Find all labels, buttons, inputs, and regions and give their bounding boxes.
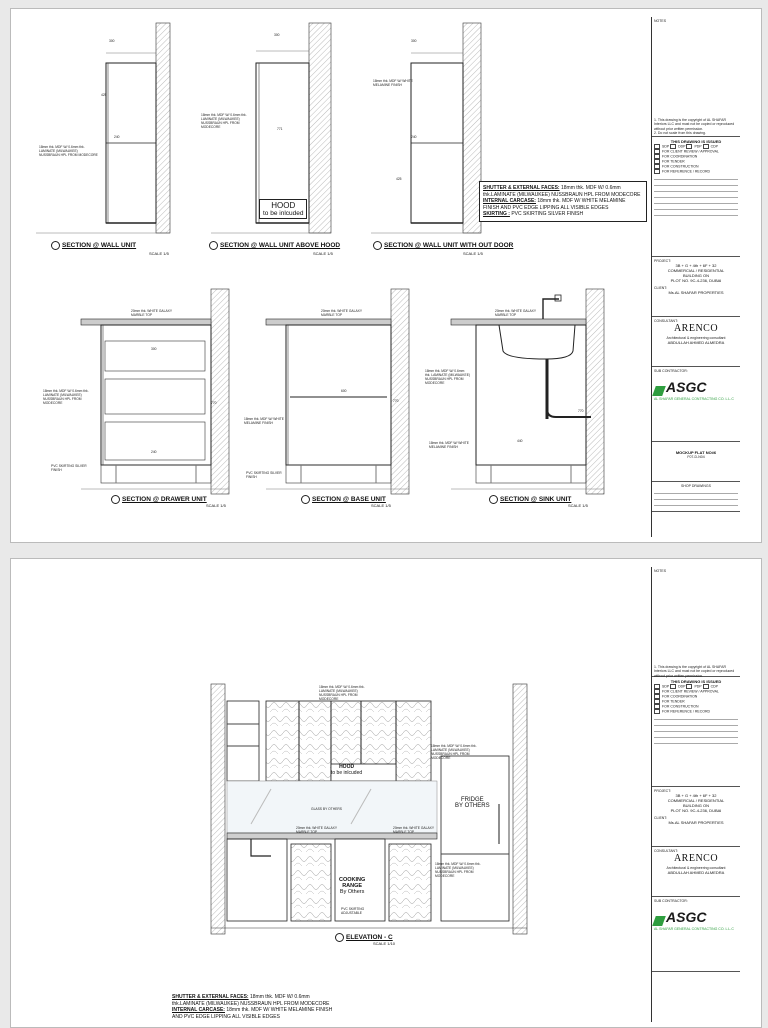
project-line: COMMERCIAL / RESIDENTIAL (667, 798, 725, 804)
stage-label: SHOP DRAWINGS (681, 484, 711, 488)
dim-440: 440 (517, 439, 523, 443)
project-line: COMMERCIAL / RESIDENTIAL (667, 268, 725, 274)
laminate-note: 18mm thk. MDF W/ 0.6mm thk. LAMINATE (MILWAUKEE) NUSSBRAUN HPL FROM MODECORE (425, 369, 471, 386)
purpose-list: FOR CLIENT REVIEW / APPROVAL FOR COORDINATION FOR TENDER FOR CONSTRUCTION FOR REFERENCE / RECORD (654, 689, 738, 714)
carcase-label: INTERNAL CARCASE: (483, 198, 536, 204)
issue-box (652, 677, 740, 787)
skirting-note: PVC SKIRTING SILVER FINISH (246, 471, 282, 480)
client-name: Ms.AL SHAFAR PROPERTIES (668, 820, 724, 826)
consultant-label: CONSULTANT: (654, 849, 678, 853)
hood-label (259, 199, 307, 219)
marble-top-note: 20mm thk. WHITE GALAXY MARBLE TOP (131, 309, 172, 318)
glass-note: GLASS BY OTHERS (311, 807, 342, 811)
dim-240: 240 (151, 450, 157, 454)
stage-box (652, 482, 740, 512)
revision-table (654, 714, 738, 744)
consultant-box (652, 317, 740, 367)
dim-770: 770 (578, 409, 584, 413)
consultant-logo: ARENCO (673, 323, 719, 335)
consultant-box (652, 847, 740, 897)
project-line: BUILDING ON (682, 803, 709, 809)
marble-top-note: 20mm thk. WHITE GALAXY MARBLE TOP (495, 309, 536, 318)
sink-unit-section-drawing (451, 289, 621, 499)
shutter-text: 18mm thk. MDF W/ 0.6mm thk.LAMINATE (MILWAUKEE) NUSSBRAUN HPL FROM MODECORE (483, 185, 641, 198)
laminate-note: 18mm thk. MDF W/ 0.6mm thk. LAMINATE (MILWAUKEE) NUSSBRAUN HPL FROM MODECORE (201, 113, 247, 130)
project-line: PLOT NO. 9C-4-236, DUBAI (670, 808, 722, 814)
contractor-box (652, 897, 740, 972)
section-caption: SECTION @ WALL UNIT (51, 241, 136, 250)
skirting-text: PVC SKIRTING SILVER FINISH (511, 211, 584, 217)
checkbox-icon (654, 169, 660, 174)
drawing-sheet-elevation (10, 558, 762, 1028)
revision-table (654, 174, 738, 216)
section-marker-icon (51, 241, 60, 250)
consultant-sub: Architectural & engineering consultant (666, 865, 726, 870)
asgc-flag-icon (652, 386, 666, 396)
contractor-box (652, 367, 740, 442)
issued-heading: THIS DRAWING IS ISSUED (670, 139, 722, 144)
client-label: CLIENT: (654, 286, 668, 291)
contractor-label: SUB CONTRACTOR: (654, 369, 688, 373)
note-2: 2. Do not scale from this drawing. (654, 130, 706, 135)
white-melamine-note: 18mm thk. MDF W/ WHITE MELAMINE FINISH (244, 417, 284, 426)
consultant-logo: ARENCO (673, 853, 719, 865)
note-1: 1. This drawing is the copyright of AL SHAFAR Interiors LLC and must not be copied or reproduced without prior written permission. (654, 118, 735, 131)
section-marker-icon (489, 495, 498, 504)
info-table (654, 488, 738, 506)
base-unit-section-drawing (266, 289, 426, 499)
notes-box (652, 17, 740, 137)
shutter-text: 18mm thk. MDF W/ 0.6mm thk.LAMINATE (MILWAUKEE) NUSSBRAUN HPL FROM MODECORE (172, 994, 330, 1007)
dim-300: 300 (151, 347, 157, 351)
section-caption: SECTION @ SINK UNIT (489, 495, 571, 504)
dim-300: 300 (274, 33, 280, 37)
drawing-number: F07-D-N04 (687, 455, 705, 459)
white-melamine-note: 18mm thk. MDF W/ WHITE MELAMINE FINISH (373, 79, 413, 88)
cooking-range-label (339, 877, 365, 895)
carcase-text: 18mm thk. MDF W/ WHITE MELAMINE FINISH AND PVC EDGE LIPPING ALL VISIBLE EDGES (172, 1007, 333, 1020)
client-name: Ms.AL SHAFAR PROPERTIES (668, 290, 724, 296)
white-melamine-note: 18mm thk. MDF W/ WHITE MELAMINE FINISH (429, 441, 469, 450)
issued-codes: SDP DDP PDP CDP (654, 144, 738, 149)
marble-top-note: 20mm thk. WHITE GALAXY MARBLE TOP (321, 309, 362, 318)
title-block (651, 567, 740, 1022)
fridge-label (455, 797, 490, 809)
project-label: PROJECT: (654, 789, 671, 793)
laminate-note: 18mm thk. MDF W/ 0.6mm thk. LAMINATE (MILWAUKEE) NUSSBRAUN HPL FROM MODECORE (431, 744, 477, 761)
notes-box (652, 567, 740, 677)
fridge-subtitle: BY OTHERS (455, 803, 490, 809)
dim-240: 240 (411, 135, 417, 139)
dim-771: 771 (277, 127, 283, 131)
consultant-person: ABDULLAH AHMED ALMEDRA (667, 339, 725, 345)
section-marker-icon (335, 933, 344, 942)
marble-top-note: 20mm thk. WHITE GALAXY MARBLE TOP (393, 826, 434, 835)
section-caption: SECTION @ WALL UNIT WITH OUT DOOR (373, 241, 513, 250)
section-marker-icon (209, 241, 218, 250)
laminate-note: 18mm thk. MDF W/ 0.6mm thk. LAMINATE (MILWAUKEE) NUSSBRAUN HPL FROM MODECORE (39, 145, 98, 158)
scale-label: SCALE 1/5 (463, 251, 483, 256)
laminate-note: 18mm thk. MDF W/ 0.6mm thk. LAMINATE (MILWAUKEE) NUSSBRAUN HPL FROM MODECORE (43, 389, 89, 406)
dim-425: 425 (101, 93, 107, 97)
cooking-line: RANGE (342, 883, 363, 889)
hood-subtitle: to be inlcuded (331, 770, 363, 776)
carcase-text: 18mm thk. MDF W/ WHITE MELAMINE FINISH AND PVC EDGE LIPPING ALL VISIBLE EDGES (483, 198, 626, 211)
dim-425: 425 (396, 177, 402, 181)
finish-specification-note (169, 991, 341, 1023)
scale-label: SCALE 1/5 (149, 251, 169, 256)
shutter-label: SHUTTER & EXTERNAL FACES: (483, 185, 560, 191)
project-box (652, 257, 740, 317)
section-marker-icon (111, 495, 120, 504)
section-caption: SECTION @ WALL UNIT ABOVE HOOD (209, 241, 340, 250)
dim-770: 770 (393, 399, 399, 403)
section-marker-icon (301, 495, 310, 504)
skirting-label: SKIRTING : (483, 211, 510, 217)
issue-box (652, 137, 740, 257)
consultant-label: CONSULTANT: (654, 319, 678, 323)
notes-heading: NOTES (654, 569, 667, 573)
notes-heading: NOTES (654, 19, 667, 23)
dim-770: 770 (211, 401, 217, 405)
marble-top-note: 20mm thk. WHITE GALAXY MARBLE TOP (296, 826, 337, 835)
title-block (651, 17, 740, 537)
skirting-note: PVC SKIRTING SILVER FINISH (51, 464, 87, 473)
project-line: PLOT NO. 9C-4-236, DUBAI (670, 278, 722, 284)
drawing-title-box (652, 442, 740, 482)
dim-600: 600 (341, 389, 347, 393)
scale-label: SCALE 1/5 (313, 251, 333, 256)
project-line: 3B + G + 4th + 6F + 32 (675, 263, 717, 269)
scale-label: SCALE 1/5 (371, 503, 391, 508)
drawing-title: MOCKUP FLAT NO#6 (675, 450, 717, 455)
project-line: 3B + G + 4th + 6F + 32 (675, 793, 717, 799)
asgc-flag-icon (652, 916, 666, 926)
contractor-sub: AL SHAFAR GENERAL CONTRACTING CO. L.L.C (654, 396, 734, 401)
project-box (652, 787, 740, 847)
wall-unit-section-drawing (36, 23, 176, 238)
cooking-line: COOKING (339, 877, 366, 883)
consultant-sub: Architectural & engineering consultant (666, 335, 726, 340)
project-line: BUILDING ON (682, 273, 709, 279)
issued-heading: THIS DRAWING IS ISSUED (670, 679, 722, 684)
scale-label: SCALE 1/5 (206, 503, 226, 508)
skirting-note: PVC SKIRTING ADJUSTABLE (341, 907, 365, 916)
elevation-c-drawing (211, 684, 541, 939)
dim-240: 240 (114, 135, 120, 139)
carcase-label: INTERNAL CARCASE: (172, 1007, 225, 1013)
asgc-logo: ASGC (654, 909, 738, 927)
consultant-person: ABDULLAH AHMED ALMEDRA (667, 869, 725, 875)
project-label: PROJECT: (654, 259, 671, 263)
elevation-caption: ELEVATION - C (335, 933, 393, 942)
shutter-label: SHUTTER & EXTERNAL FACES: (172, 994, 249, 1000)
hood-subtitle: to be inlcuded (263, 210, 304, 217)
hood-title: HOOD (271, 201, 296, 210)
laminate-note: 18mm thk. MDF W/ 0.6mm thk. LAMINATE (MILWAUKEE) NUSSBRAUN HPL FROM MODECORE (319, 685, 365, 702)
drawing-sheet-sections (10, 8, 762, 543)
cooking-line: By Others (339, 889, 365, 895)
laminate-note: 18mm thk. MDF W/ 0.6mm thk. LAMINATE (MILWAUKEE) NUSSBRAUN HPL FROM MODECORE (435, 862, 481, 879)
hood-label (331, 764, 362, 776)
dim-300: 300 (109, 39, 115, 43)
contractor-sub: AL SHAFAR GENERAL CONTRACTING CO. L.L.C (654, 926, 734, 931)
purpose-list: FOR CLIENT REVIEW / APPROVAL FOR COORDINATION FOR TENDER FOR CONSTRUCTION FOR REFERENCE / RECORD (654, 149, 738, 174)
section-caption: SECTION @ BASE UNIT (301, 495, 386, 504)
drawer-unit-section-drawing (81, 289, 241, 499)
fridge-title: FRIDGE (460, 797, 484, 803)
scale-label: SCALE 1/10 (373, 941, 396, 946)
section-caption: SECTION @ DRAWER UNIT (111, 495, 207, 504)
note-1: 1. This drawing is the copyright of AL SHAFAR Interiors LLC and must not be copied or reproduced without prior written permission. (654, 665, 735, 678)
contractor-label: SUB CONTRACTOR: (654, 899, 688, 903)
checkbox-icon (654, 709, 660, 714)
client-label: CLIENT: (654, 816, 668, 821)
dim-300: 300 (411, 39, 417, 43)
finish-specification-note (479, 181, 647, 222)
asgc-logo: ASGC (654, 379, 738, 397)
scale-label: SCALE 1/5 (568, 503, 588, 508)
issued-codes: SDP DDP PDP CDP (654, 684, 738, 689)
section-marker-icon (373, 241, 382, 250)
hood-title: HOOD (339, 764, 355, 770)
